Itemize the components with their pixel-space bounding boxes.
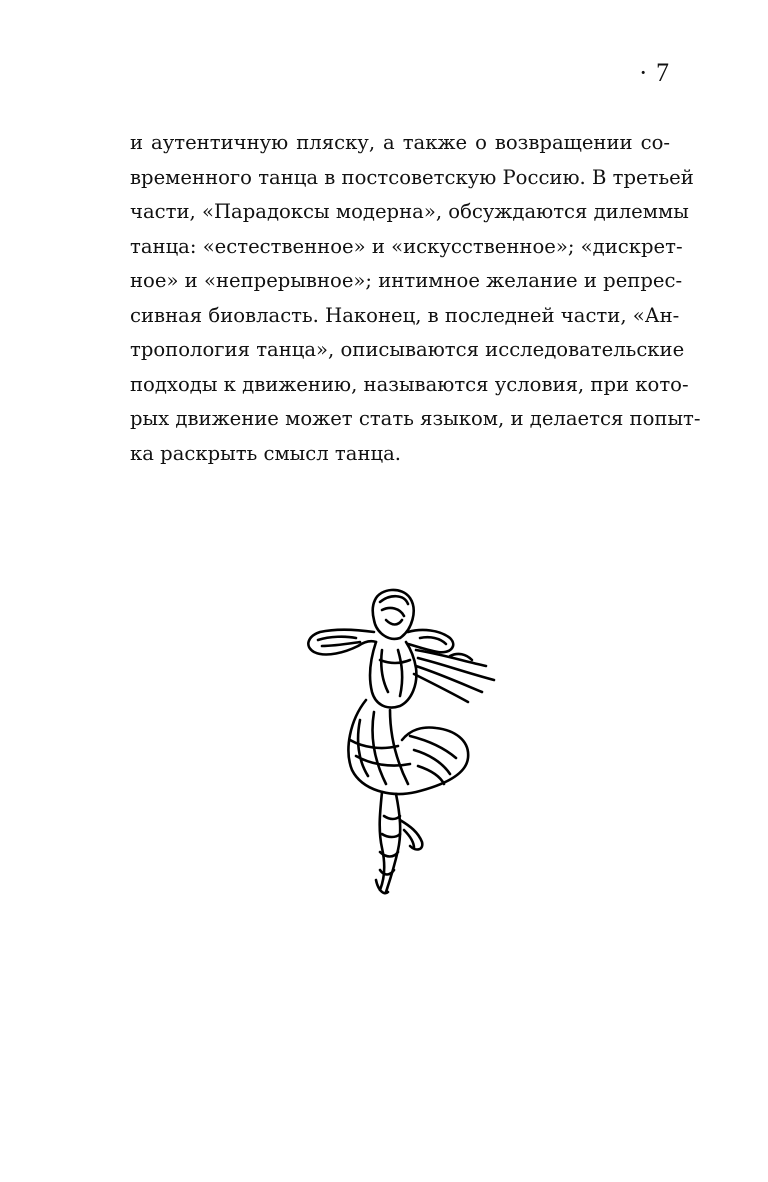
body-paragraph <box>130 126 701 471</box>
text-line: тропология танца», описываются исследовательские <box>130 338 685 361</box>
text-line: и аутентичную пляску, а также о возвращении со- <box>130 131 670 154</box>
text-line: ка раскрыть смысл танца. <box>130 441 402 465</box>
text-line: танца: «естественное» и «искусственное»; «дискрет- <box>130 234 683 258</box>
text-line: временного танца в постсоветскую Россию. В третьей <box>130 165 694 189</box>
text-line: части, «Парадоксы модерна», обсуждаются дилеммы <box>130 200 689 223</box>
dancer-sketch-icon <box>290 580 510 900</box>
text-line: ное» и «непрерывное»; интимное желание и репрес- <box>130 269 683 292</box>
page-number: · 7 <box>638 58 670 87</box>
text-line: подходы к движению, называются условия, при кото- <box>130 372 689 396</box>
text-line: сивная биовласть. Наконец, в последней части, «Ан- <box>130 303 680 327</box>
text-line: рых движение может стать языком, и делается попыт- <box>130 407 701 430</box>
